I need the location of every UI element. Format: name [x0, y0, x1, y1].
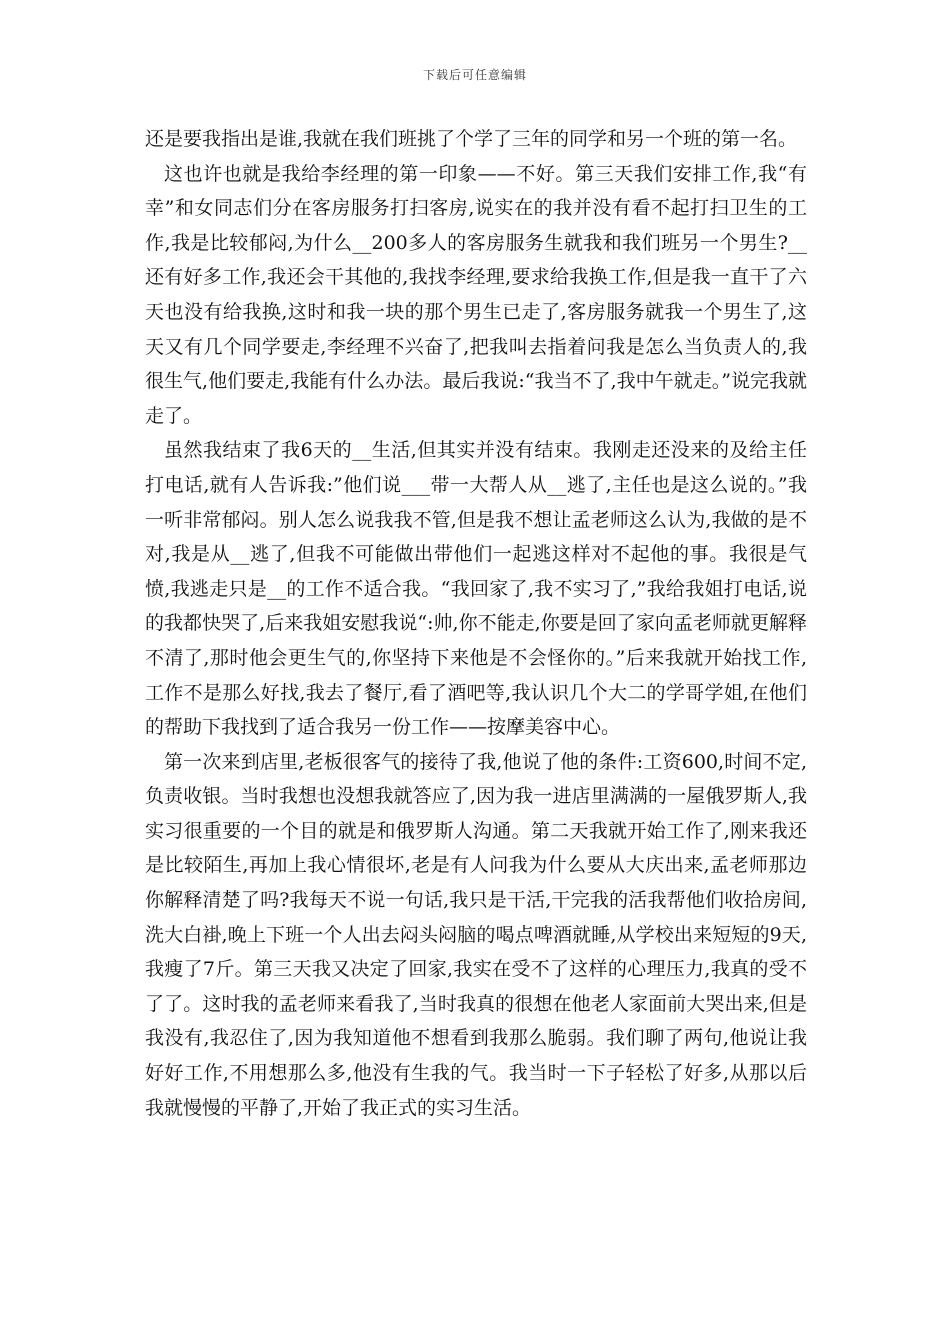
paragraph-3: 虽然我结束了我6天的__生活,但其实并没有结束。我刚走还没来的及给主任打电话,就有人告诉我:”他们说___带一大帮人从__逃了,主任也是这么说的。”我一听非常郁闷。别人怎么说我我不管,但是我不想让孟老师这么认为,我做的是不对,我是从__逃了,但我不可能做出带他们一起逃这样对不起他的事。我很是气愤,我逃走只是__的工作不适合我。“我回家了,我不实习了,”我给我姐打电话,说的我都快哭了,后来我姐安慰我说“:帅,你不能走,你要是回了家向孟老师就更解释不清了,那时他会更生气的,你坚持下来他是不会怪你的。”后来我就开始找工作,工作不是那么好找,我去了餐厅,看了酒吧等,我认识几个大二的学哥学姐,在他们的帮助下我找到了适合我另一份工作——按摩美容中心。 [145, 439, 807, 739]
paragraph-2: 这也许也就是我给李经理的第一印象——不好。第三天我们安排工作,我“有幸”和女同志们分在客房服务打扫客房,说实在的我并没有看不起打扫卫生的工作,我是比较郁闷,为什么__200多人的客房服务生就我和我们班另一个男生?__还有好多工作,我还会干其他的,我找李经理,要求给我换工作,但是我一直干了六天也没有给我换,这时和我一块的那个男生已走了,客房服务就我一个男生了,这天又有几个同学要走,李经理不兴奋了,把我叫去指着问我是怎么当负责人的,我很生气,他们要走,我能有什么办法。最后我说:“我当不了,我中午就走。”说完我就走了。 [145, 162, 807, 427]
paragraph-1: 还是要我指出是谁,我就在我们班挑了个学了三年的同学和另一个班的第一名。 [145, 128, 798, 150]
paragraph-4: 第一次来到店里,老板很客气的接待了我,他说了他的条件:工资600,时间不定,负责收银。当时我想也没想我就答应了,因为我一进店里满满的一屋俄罗斯人,我实习很重要的一个目的就是和俄罗斯人沟通。第二天我就开始工作了,刚来我还是比较陌生,再加上我心情很坏,老是有人问我为什么要从大庆出来,孟老师那边你解释清楚了吗?我每天不说一句话,我只是干活,干完我的活我帮他们收拾房间,洗大白褂,晚上下班一个人出去闷头闷脑的喝点啤酒就睡,从学校出来短短的9天,我瘦了7斤。第三天我又决定了回家,我实在受不了这样的心理压力,我真的受不了了。这时我的孟老师来看我了,当时我真的很想在他老人家面前大哭出来,但是我没有,我忍住了,因为我知道他不想看到我那么脆弱。我们聊了两句,他说让我好好工作,不用想那么多,他没有生我的气。我当时一下子轻松了好多,从那以后我就慢慢的平静了,开始了我正式的实习生活。 [145, 750, 807, 1119]
page-header: 下载后可任意编辑 [422, 68, 527, 82]
document-body [145, 122, 807, 1125]
